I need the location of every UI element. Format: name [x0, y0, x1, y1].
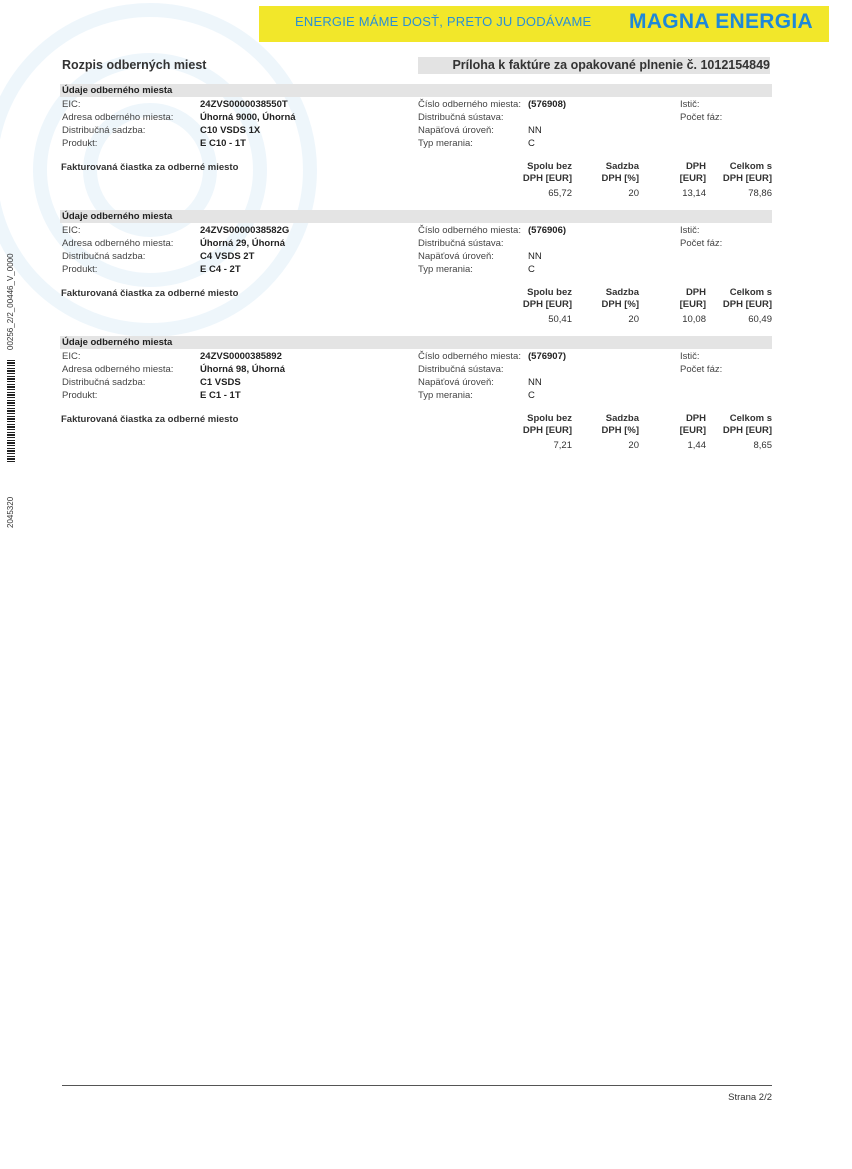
vat-rate-value: 20: [628, 314, 639, 325]
col-header-line1: Sadzba: [605, 413, 639, 424]
vat-rate-column: [579, 287, 639, 327]
col-header-line2: DPH [%]: [601, 173, 639, 184]
meter-type-value: C: [528, 138, 535, 149]
col-header-line1: Sadzba: [605, 161, 639, 172]
voltage-value: NN: [528, 125, 542, 136]
total-column: [710, 287, 772, 327]
delivery-point-info: [60, 349, 772, 403]
product-value: E C1 - 1T: [200, 390, 241, 401]
col-header-line2: DPH [EUR]: [522, 299, 572, 310]
phases-label: Počet fáz:: [680, 238, 723, 249]
dist-rate-value: C10 VSDS 1X: [200, 125, 261, 136]
col-header-line1: Celkom s: [729, 161, 772, 172]
product-label: Produkt:: [62, 264, 98, 275]
breaker-label: Istič:: [680, 225, 700, 236]
phases-label: Počet fáz:: [680, 112, 723, 123]
col-header-line2: DPH [EUR]: [722, 173, 772, 184]
banner-slogan: ENERGIE MÁME DOSŤ, PRETO JU DODÁVAME: [295, 14, 592, 29]
dist-rate-value: C1 VSDS: [200, 377, 241, 388]
dist-system-label: Distribučná sústava:: [418, 112, 504, 123]
barcode: [7, 360, 15, 464]
meter-type-label: Typ merania:: [418, 138, 473, 149]
total-value: 8,65: [753, 440, 772, 451]
col-header-line1: DPH: [685, 287, 706, 298]
meter-type-value: C: [528, 264, 535, 275]
amount-no-vat-column: [492, 413, 572, 453]
col-header-line2: DPH [EUR]: [522, 425, 572, 436]
col-header-line1: DPH: [685, 161, 706, 172]
delivery-point-section-1: [60, 84, 772, 197]
breaker-label: Istič:: [680, 351, 700, 362]
meter-type-value: C: [528, 390, 535, 401]
dist-system-label: Distribučná sústava:: [418, 238, 504, 249]
address-value: Úhorná 29, Úhorná: [200, 238, 285, 249]
invoice-amount-block: [60, 277, 772, 323]
invoice-amount-title: Fakturovaná čiastka za odberné miesto: [61, 288, 239, 299]
address-value: Úhorná 9000, Úhorná: [200, 112, 296, 123]
breaker-label: Istič:: [680, 99, 700, 110]
page-title: Rozpis odberných miest: [62, 58, 207, 72]
invoice-annex-title: Príloha k faktúre za opakované plnenie č. 1012154849: [418, 57, 770, 74]
delivery-point-section-3: [60, 336, 772, 449]
eic-value: 24ZVS0000385892: [200, 351, 282, 362]
footer-divider: [62, 1085, 772, 1086]
invoice-amount-title: Fakturovaná čiastka za odberné miesto: [61, 414, 239, 425]
amount-no-vat-value: 7,21: [553, 440, 572, 451]
col-header-line2: [EUR]: [679, 299, 706, 310]
col-header-line1: Sadzba: [605, 287, 639, 298]
col-header-line2: DPH [%]: [601, 299, 639, 310]
amount-no-vat-value: 65,72: [548, 188, 572, 199]
eic-value: 24ZVS0000038550T: [200, 99, 288, 110]
vat-rate-column: [579, 413, 639, 453]
product-label: Produkt:: [62, 138, 98, 149]
dist-rate-label: Distribučná sadzba:: [62, 125, 146, 136]
dist-rate-value: C4 VSDS 2T: [200, 251, 255, 262]
vat-column: [656, 413, 706, 453]
voltage-label: Napäťová úroveň:: [418, 125, 494, 136]
col-header-line2: DPH [EUR]: [522, 173, 572, 184]
col-header-line1: Spolu bez: [527, 413, 572, 424]
dist-rate-label: Distribučná sadzba:: [62, 251, 146, 262]
invoice-amount-block: [60, 403, 772, 449]
section-title: Údaje odberného miesta: [60, 210, 772, 223]
brand-logo-text: MAGNA ENERGIA: [629, 10, 813, 33]
vat-column: [656, 287, 706, 327]
dist-rate-label: Distribučná sadzba:: [62, 377, 146, 388]
vat-value: 1,44: [687, 440, 706, 451]
eic-label: EIC:: [62, 351, 81, 362]
place-no-label: Číslo odberného miesta:: [418, 225, 521, 236]
total-value: 60,49: [748, 314, 772, 325]
amount-no-vat-value: 50,41: [548, 314, 572, 325]
voltage-label: Napäťová úroveň:: [418, 377, 494, 388]
delivery-point-info: [60, 97, 772, 151]
address-label: Adresa odberného miesta:: [62, 364, 174, 375]
address-label: Adresa odberného miesta:: [62, 238, 174, 249]
col-header-line1: Spolu bez: [527, 287, 572, 298]
dist-system-label: Distribučná sústava:: [418, 364, 504, 375]
meter-type-label: Typ merania:: [418, 390, 473, 401]
amount-no-vat-column: [492, 161, 572, 201]
vat-value: 10,08: [682, 314, 706, 325]
product-value: E C10 - 1T: [200, 138, 246, 149]
col-header-line1: Celkom s: [729, 287, 772, 298]
brand-banner: [259, 6, 829, 42]
col-header-line1: Celkom s: [729, 413, 772, 424]
col-header-line1: Spolu bez: [527, 161, 572, 172]
vat-rate-value: 20: [628, 188, 639, 199]
eic-value: 24ZVS0000038582G: [200, 225, 290, 236]
place-no-value: (576907): [528, 351, 567, 362]
total-column: [710, 413, 772, 453]
address-label: Adresa odberného miesta:: [62, 112, 174, 123]
section-title: Údaje odberného miesta: [60, 84, 772, 97]
col-header-line2: [EUR]: [679, 173, 706, 184]
delivery-point-info: [60, 223, 772, 277]
place-no-label: Číslo odberného miesta:: [418, 351, 521, 362]
side-code-top: 00256_2/2_00446_V_0000: [6, 253, 15, 350]
vat-rate-value: 20: [628, 440, 639, 451]
voltage-label: Napäťová úroveň:: [418, 251, 494, 262]
place-no-label: Číslo odberného miesta:: [418, 99, 521, 110]
eic-label: EIC:: [62, 225, 81, 236]
invoice-amount-block: [60, 151, 772, 197]
col-header-line2: [EUR]: [679, 425, 706, 436]
eic-label: EIC:: [62, 99, 81, 110]
product-label: Produkt:: [62, 390, 98, 401]
page-number: Strana 2/2: [728, 1092, 772, 1103]
amount-no-vat-column: [492, 287, 572, 327]
col-header-line1: DPH: [685, 413, 706, 424]
col-header-line2: DPH [%]: [601, 425, 639, 436]
section-title: Údaje odberného miesta: [60, 336, 772, 349]
total-value: 78,86: [748, 188, 772, 199]
delivery-point-section-2: [60, 210, 772, 323]
voltage-value: NN: [528, 377, 542, 388]
invoice-amount-title: Fakturovaná čiastka za odberné miesto: [61, 162, 239, 173]
col-header-line2: DPH [EUR]: [722, 299, 772, 310]
place-no-value: (576908): [528, 99, 567, 110]
side-code-bottom: 2045320: [6, 496, 15, 528]
phases-label: Počet fáz:: [680, 364, 723, 375]
address-value: Úhorná 98, Úhorná: [200, 364, 285, 375]
col-header-line2: DPH [EUR]: [722, 425, 772, 436]
vat-value: 13,14: [682, 188, 706, 199]
vat-column: [656, 161, 706, 201]
meter-type-label: Typ merania:: [418, 264, 473, 275]
product-value: E C4 - 2T: [200, 264, 241, 275]
place-no-value: (576906): [528, 225, 567, 236]
voltage-value: NN: [528, 251, 542, 262]
vat-rate-column: [579, 161, 639, 201]
total-column: [710, 161, 772, 201]
